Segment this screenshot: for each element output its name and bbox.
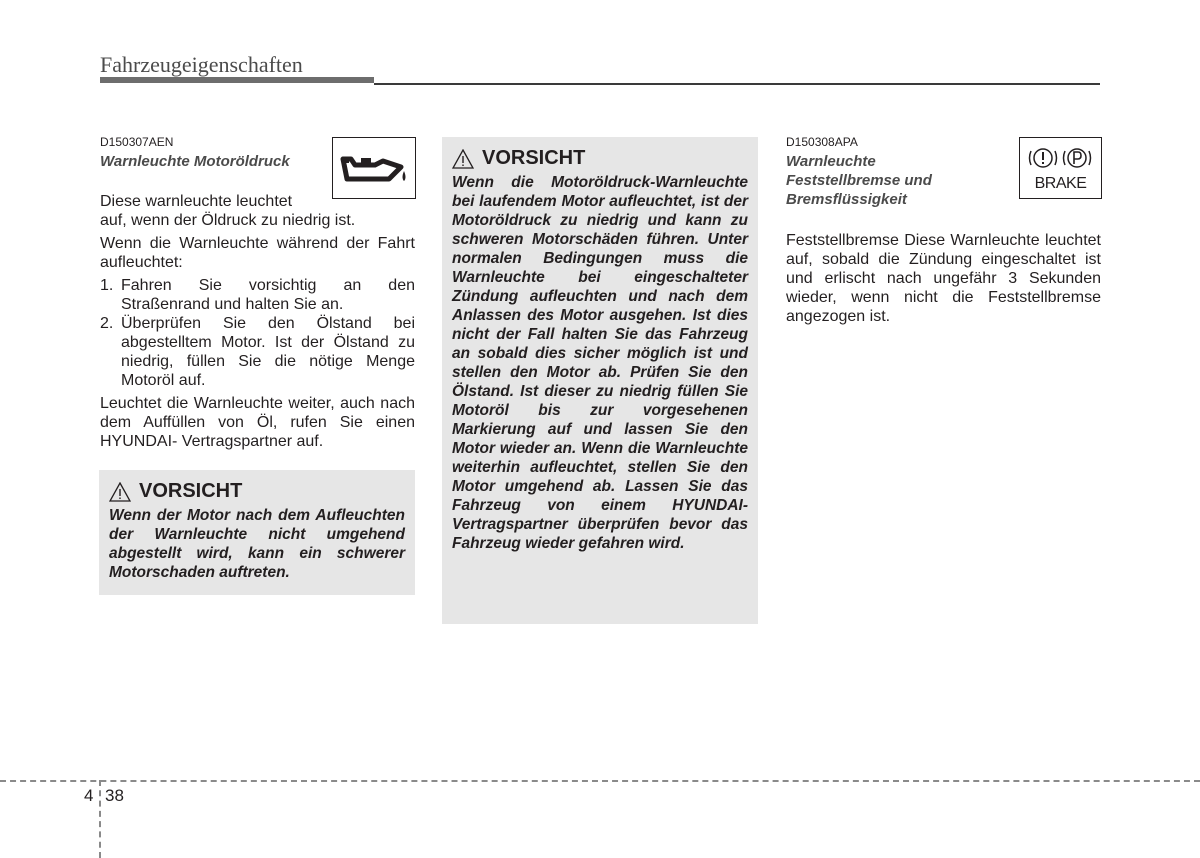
paragraph-when: Wenn die Warnleuchte während der Fahrt aufleuchtet: xyxy=(100,235,415,271)
paragraph-brake: Feststellbremse Diese Warnleuchte leuchtet auf, sobald die Zündung eingeschaltet ist und erlischt nach ungefähr 3 Sekunden wieder, wenn nicht die Feststellbremse angezogen ist. xyxy=(786,232,1101,325)
caution-text: Wenn der Motor nach dem Aufleuchten der Warnleuchte nicht umgehend abgestellt wird, kann ein schwerer Motorschaden auftreten. xyxy=(109,507,405,581)
section-code: D150308APA xyxy=(786,135,858,149)
oil-pressure-icon xyxy=(332,137,416,199)
chapter-number: 4 xyxy=(84,786,94,805)
warning-triangle-icon xyxy=(109,482,131,502)
paragraph-followup: Leuchtet die Warnleuchte weiter, auch nach dem Auffüllen von Öl, rufen Sie einen HYUNDAI- Vertragspartner auf. xyxy=(100,395,415,450)
steps-list xyxy=(100,276,415,390)
caution-title: VORSICHT xyxy=(482,147,586,169)
page-header-title: Fahrzeugeigenschaften xyxy=(100,52,303,77)
header-rule-thin xyxy=(374,83,1100,85)
paragraph-intro-a: Diese warnleuchte leuchtet xyxy=(100,193,293,210)
caution-box-middle xyxy=(442,137,758,624)
list-item: 1. Fahren Sie vorsichtig an den Straßenrand und halten Sie an. xyxy=(100,277,415,313)
warning-triangle-icon xyxy=(452,149,474,169)
section-subhead: Warnleuchte Feststellbremse und Bremsflüssigkeit xyxy=(786,153,932,208)
brake-warning-icon xyxy=(1019,137,1102,199)
caution-heading xyxy=(452,147,748,170)
caution-text: Wenn die Motoröldruck-Warnleuchte bei laufendem Motor aufleuchtet, ist der Motoröldruck zu niedrig und kann zu schweren Motorschäden führen. Unter normalen Bedingungen muss die Warnleuchte bei eingeschalteter Zündung aufleuchten und nach dem Anlassen des Motor ausgehen. Ist dies nicht der Fall halten Sie das Fahrzeug an sobald dies sicher möglich ist und stellen den Motor ab. Prüfen Sie den Ölstand. Ist dieser zu niedrig füllen Sie Motoröl bis zur vorgesehenen Markierung auf und lassen Sie den Motor wieder an. Wenn die Warnleuchte weiterhin aufleuchtet, stellen Sie den Motor umgehend ab. Lassen Sie das Fahrzeug von einem HYUNDAI-Vertragspartner überprüfen bevor das Fahrzeug wieder gefahren wird. xyxy=(452,174,748,552)
header-rule-thick xyxy=(100,77,374,83)
caution-heading xyxy=(109,480,405,503)
section-code: D150307AEN xyxy=(100,135,174,149)
footer-vertical-divider xyxy=(99,780,101,858)
paragraph-intro-b: auf, wenn der Öldruck zu niedrig ist. xyxy=(100,212,356,229)
caution-box-left xyxy=(99,470,415,595)
page-number: 38 xyxy=(105,786,124,805)
brake-label: BRAKE xyxy=(1034,175,1087,192)
list-item: 2. Überprüfen Sie den Ölstand bei abgestelltem Motor. Ist der Ölstand zu niedrig, füllen Sie die nötige Menge Motoröl auf. xyxy=(100,315,415,389)
footer-divider xyxy=(0,780,1200,782)
caution-title: VORSICHT xyxy=(139,480,243,502)
section-subhead: Warnleuchte Motoröldruck xyxy=(100,153,290,170)
